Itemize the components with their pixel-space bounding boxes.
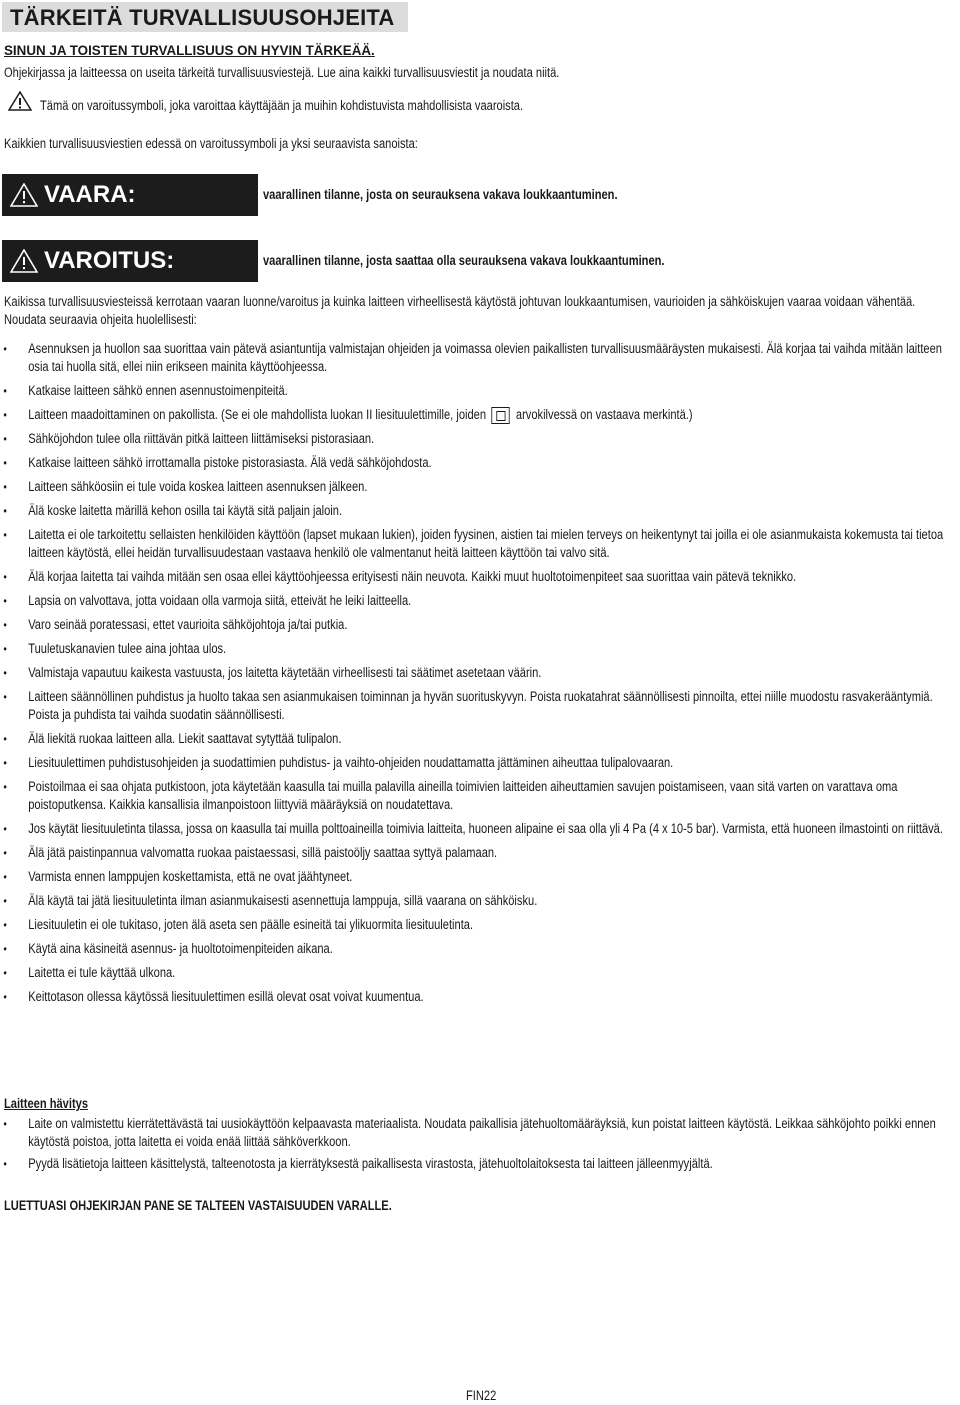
list-item: • Katkaise laitteen sähkö irrottamalla pistoke pistorasiasta. Älä vedä sähköjohdosta. <box>3 454 956 472</box>
list-item: • Laite on valmistettu kierrätettävästä tai uusiokäyttöön kelpaavasta materiaalista. Noudata paikallisia jätehuoltomääräyksiä, kun poistat laitteen käytöstä. Leikkaa sähköjohto poikki ennen käytöstä poistoa, jotta laitetta ei voida enää liittää sähköverkkoon. <box>3 1115 956 1151</box>
warning-triangle-icon <box>10 183 38 207</box>
list-item: • Pyydä lisätietoja laitteen käsittelystä, talteenotosta ja kierrätyksestä paikallisesta virastosta, jätehuoltolaitoksesta tai laitteen jälleenmyyjältä. <box>3 1155 956 1173</box>
warning-triangle-icon <box>8 91 32 116</box>
list-item: • Tuuletuskanavien tulee aina johtaa ulos. <box>3 640 956 658</box>
list-item: • Liesituuletin ei ole tukitaso, joten älä aseta sen päälle esineitä tai ylikuormita liesituuletinta. <box>3 916 956 934</box>
intro-paragraph <box>4 293 950 329</box>
varoitus-label: VAROITUS: <box>44 247 175 274</box>
list-item: • Älä korjaa laitetta tai vaihda mitään sen osaa ellei käyttöohjeessa erityisesti näin neuvota. Kaikki muut huoltotoimenpiteet saa suorittaa vain pätevä teknikko. <box>3 568 956 586</box>
intro-line-1: Ohjekirjassa ja laitteessa on useita tärkeitä turvallisuusviestejä. Lue aina kaikki turvallisuusviestit ja noudata niitä. <box>4 65 560 80</box>
closing-note: LUETTUASI OHJEKIRJAN PANE SE TALTEEN VASTAISUUDEN VARALLE. <box>4 1198 392 1213</box>
vaara-box <box>2 174 258 216</box>
class-ii-symbol-icon <box>491 407 509 424</box>
disposal-heading: Laitteen hävitys <box>4 1096 89 1111</box>
list-item: • Katkaise laitteen sähkö ennen asennustoimenpiteitä. <box>3 382 956 400</box>
list-item: • Keittotason ollessa käytössä liesituulettimen esillä olevat osat voivat kuumentua. <box>3 988 956 1006</box>
list-item: • Älä koske laitetta märillä kehon osilla tai käytä sitä paljain jaloin. <box>3 502 956 520</box>
list-item: • Älä liekitä ruokaa laitteen alla. Liekit saattavat sytyttää tulipalon. <box>3 730 956 748</box>
list-item: • Jos käytät liesituuletinta tilassa, jossa on kaasulla tai muilla polttoaineilla toimivia laitteita, huoneen alipaine ei saa olla yli 4 Pa (4 x 10-5 bar). Varmista, että huoneen ilmastointi on riittävä. <box>3 820 956 838</box>
varoitus-box <box>2 240 258 282</box>
page-number: FIN22 <box>466 1388 497 1403</box>
list-item: • Sähköjohdon tulee olla riittävän pitkä laitteen liittämiseksi pistorasiaan. <box>3 430 956 448</box>
page-title: TÄRKEITÄ TURVALLISUUSOHJEITA <box>10 5 395 30</box>
list-item: • Laitteen sähköosiin ei tule voida koskea laitteen asennuksen jälkeen. <box>3 478 956 496</box>
list-item: • Varmista ennen lamppujen koskettamista, että ne ovat jäähtyneet. <box>3 868 956 886</box>
list-item: • Käytä aina käsineitä asennus- ja huoltotoimenpiteiden aikana. <box>3 940 956 958</box>
list-item: • Valmistaja vapautuu kaikesta vastuusta, jos laitetta käytetään virheellisesti tai säätimet asetetaan väärin. <box>3 664 956 682</box>
intro-paragraph-instruction: Noudata seuraavia ohjeita huolellisesti: <box>4 312 197 327</box>
intro-line-3: Kaikkien turvallisuusviestien edessä on varoitussymboli ja yksi seuraavista sanoista: <box>4 136 418 151</box>
list-item: • Älä käytä tai jätä liesituuletinta ilman asianmukaisesti asennettuja lamppuja, sillä vaarana on sähköisku. <box>3 892 956 910</box>
title-box <box>2 2 408 32</box>
list-item: • Lapsia on valvottava, jotta voidaan olla varmoja siitä, etteivät he leiki laitteella. <box>3 592 956 610</box>
list-item: • Laitetta ei tule käyttää ulkona. <box>3 964 956 982</box>
warning-triangle-icon <box>10 249 38 273</box>
varoitus-description: vaarallinen tilanne, josta saattaa olla seurauksena vakava loukkaantuminen. <box>263 253 665 268</box>
intro-line-2: Tämä on varoitussymboli, joka varoittaa käyttäjään ja muihin kohdistuvista mahdollisista vaaroista. <box>40 98 524 113</box>
subtitle: SINUN JA TOISTEN TURVALLISUUS ON HYVIN TÄRKEÄÄ. <box>4 43 375 58</box>
list-item: • Varo seinää poratessasi, ettet vaurioita sähköjohtoja ja/tai putkia. <box>3 616 956 634</box>
intro-paragraph-text: Kaikissa turvallisuusviesteissä kerrotaan vaaran luonne/varoitus ja kuinka laitteen virheellisestä käytöstä johtuvan loukkaantumisen, vaurioiden ja sähköiskujen vaaraa voidaan vähentää. <box>4 294 916 309</box>
list-item: • Laitteen säännöllinen puhdistus ja huolto takaa sen asianmukaisen toiminnan ja hyvän suorituskyvyn. Poista ruokatahrat säännöllisesti pinnoilta, ettei niille muodostu rasvakerääntymiä. Poista ja puhdista tai vaihda suodatin säännöllisesti. <box>3 688 956 724</box>
list-item: • Älä jätä paistinpannua valvomatta ruokaa paistaessasi, sillä paistoöljy saattaa syttyä palamaan. <box>3 844 956 862</box>
vaara-description: vaarallinen tilanne, josta on seurauksena vakava loukkaantuminen. <box>263 187 618 202</box>
list-item: • Poistoilmaa ei saa ohjata putkistoon, jota käytetään kaasulla tai muilla palavilla aineilla toimivien laitteiden aiheuttamien savujen poistamiseen, vaan sitä varten on varattava oma poistoputkensa. Kaikkia kansallisia ilmanpoistoon liittyviä määräyksiä on noudatettava. <box>3 778 956 814</box>
safety-list <box>3 340 956 1012</box>
disposal-list <box>3 1115 956 1177</box>
list-item: • Laitteen maadoittaminen on pakollista. (Se ei ole mahdollista luokan II liesituulettimille, joiden arvokilvessä on vastaava merkintä.) <box>3 406 956 424</box>
list-item: • Laitetta ei ole tarkoitettu sellaisten henkilöiden käyttöön (lapset mukaan lukien), joiden fyysinen, aistien tai mielen terveys on heikentynyt tai joilla ei ole asianmukaista kokemusta tai tietoa laitteen käytöstä, ellei heidän turvallisuudestaan vastaava henkilö ole valmentanut heitä laitteen käyttöön tai valvo sitä. <box>3 526 956 562</box>
list-item: • Asennuksen ja huollon saa suorittaa vain pätevä asiantuntija valmistajan ohjeiden ja voimassa olevien paikallisten turvallisuusmääräysten mukaisesti. Älä korjaa tai vaihda mitään laitteen osia tai huolla sitä, ellei niin erikseen mainita käyttöohjeessa. <box>3 340 956 376</box>
vaara-label: VAARA: <box>44 181 136 208</box>
list-item: • Liesituulettimen puhdistusohjeiden ja suodattimien puhdistus- ja vaihto-ohjeiden noudattamatta jättäminen aiheuttaa tulipalovaaran. <box>3 754 956 772</box>
